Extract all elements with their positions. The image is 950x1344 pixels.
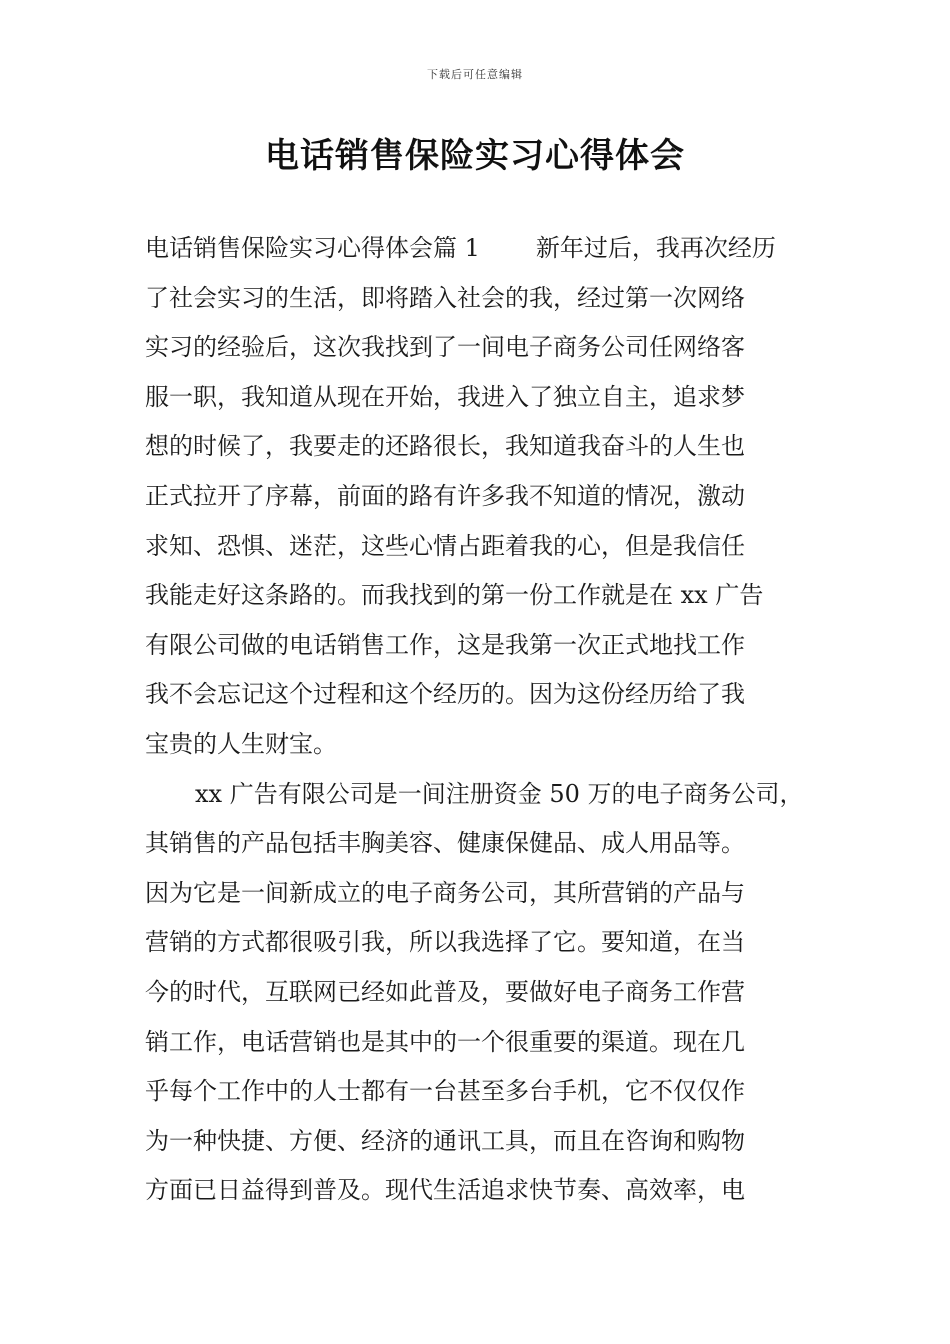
text-line: 服一职，我知道从现在开始，我进入了独立自主，追求梦 (145, 382, 745, 411)
text-line: 其销售的产品包括丰胸美容、健康保健品、成人用品等。 (145, 829, 745, 858)
text-line: 乎每个工作中的人士都有一台甚至多台手机，它不仅仅作 (145, 1077, 745, 1106)
text-line: 我不会忘记这个过程和这个经历的。因为这份经历给了我 (145, 680, 745, 709)
text-line: 销工作，电话营销也是其中的一个很重要的渠道。现在几 (145, 1027, 745, 1056)
document-body (145, 224, 825, 1216)
section-heading: 电话销售保险实习心得体会篇 1 (145, 234, 480, 262)
text-line: 实习的经验后，这次我找到了一间电子商务公司任网络客 (145, 333, 745, 362)
document-title: 电话销售保险实习心得体会 (265, 136, 685, 176)
text-line: 因为它是一间新成立的电子商务公司，其所营销的产品与 (145, 878, 745, 907)
header-note: 下载后可任意编辑 (427, 68, 523, 81)
text-line: 我能走好这条路的。而我找到的第一份工作就是在 xx 广告 (145, 581, 764, 610)
text-line: 方面已日益得到普及。现代生活追求快节奏、高效率，电 (145, 1176, 745, 1205)
paragraph-1 (145, 224, 825, 770)
text-line: 正式拉开了序幕，前面的路有许多我不知道的情况，激动 (145, 481, 745, 510)
paragraph-2-line-1 (145, 770, 825, 820)
text-line: 有限公司做的电话销售工作，这是我第一次正式地找工作 (145, 630, 745, 659)
text-line: 宝贵的人生财宝。 (145, 729, 337, 758)
text-line: 求知、恐惧、迷茫，这些心情占距着我的心，但是我信任 (145, 531, 745, 560)
text-line: 今的时代，互联网已经如此普及，要做好电子商务工作营 (145, 977, 745, 1006)
paragraph-2 (145, 770, 825, 1216)
text-line: 新年过后，我再次经历 (535, 234, 776, 262)
text-line: xx 广告有限公司是一间注册资金 50 万的电子商务公司， (195, 779, 804, 808)
text-line: 想的时候了，我要走的还路很长，我知道我奋斗的人生也 (145, 432, 745, 461)
text-line: 了社会实习的生活，即将踏入社会的我，经过第一次网络 (145, 283, 745, 312)
paragraph-1-line-1 (145, 224, 825, 274)
text-line: 营销的方式都很吸引我，所以我选择了它。要知道，在当 (145, 928, 745, 957)
text-line: 为一种快捷、方便、经济的通讯工具，而且在咨询和购物 (145, 1126, 745, 1155)
